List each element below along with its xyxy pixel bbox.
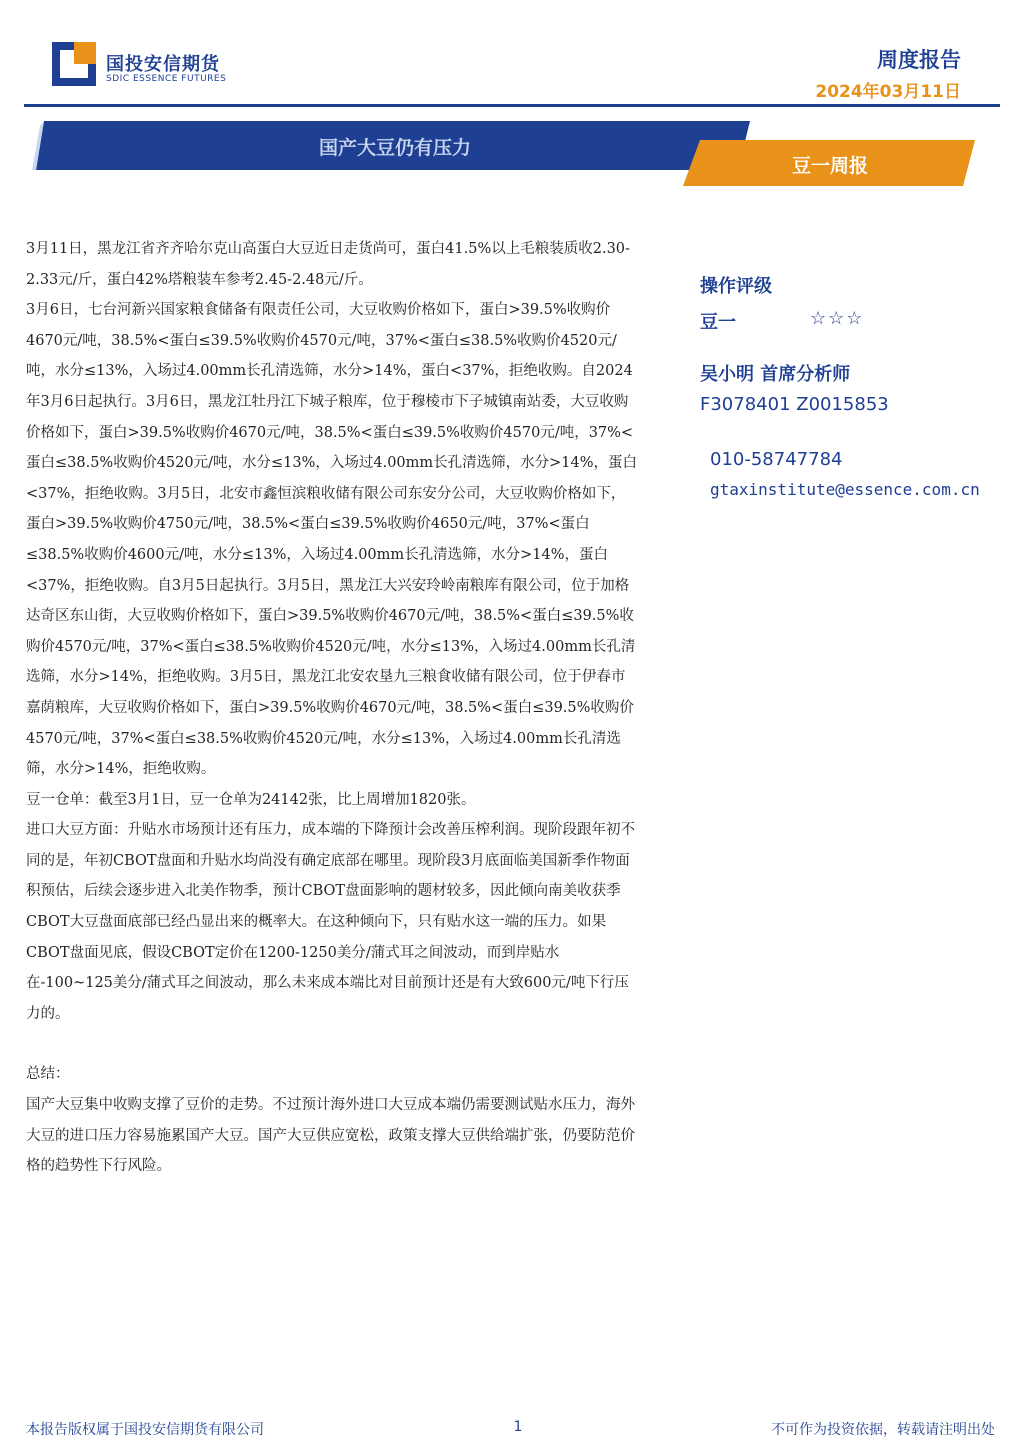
- summary-heading: 总结：: [26, 1066, 70, 1083]
- paragraph-summary: 国产大豆集中收购支撑了豆价的走势。不过预计海外进口大豆成本端仍需要测试贴水压力，海外大豆的进口压力容易施累国产大豆。国产大豆供应宽松，政策支撑大豆供给端扩张，仍要防范价格的趋势性下行风险。: [26, 1097, 635, 1175]
- company-logo: [52, 40, 242, 90]
- rating-item: 豆一: [700, 312, 736, 333]
- rating-stars-icon: ☆☆☆: [810, 308, 865, 329]
- paragraph-warehouse-receipts: 豆一仓单：截至3月1日，豆一仓单为24142张，比上周增加1820张。: [26, 791, 476, 808]
- logo-text-cn: 国投安信期货: [106, 54, 220, 75]
- report-title: 国产大豆仍有压力: [318, 137, 471, 159]
- rating-row: [700, 308, 1020, 334]
- report-type: 周度报告: [877, 48, 961, 72]
- report-category-tag: 豆一周报: [791, 155, 868, 177]
- report-body: [26, 234, 638, 1182]
- rating-title: 操作评级: [700, 276, 772, 297]
- analyst-license-ids: F3078401 Z0015853: [700, 394, 889, 415]
- paragraph-purchase-prices: 3月6日，七台河新兴国家粮食储备有限责任公司，大豆收购价格如下，蛋白>39.5%收购价4670元/吨，38.5%<蛋白≤39.5%收购价4570元/吨，37%<蛋白≤38.5%收购价4520元/吨，水分≤13%，入场过4.00mm长孔清选筛，水分>14%，蛋白<37%，拒绝收购。自2024年3月6日起执行。3月6日，黑龙江牡丹江下城子粮库，位于穆棱市下子城镇南站委，大豆收购价格如下，蛋白>39.5%收购价4670元/吨，38.5%<蛋白≤39.5%收购价4570元/吨，37%<蛋白≤38.5%收购价4520元/吨，水分≤13%，入场过4.00mm长孔清选筛，水分>14%，蛋白<37%，拒绝收购。3月5日，北安市鑫恒滨粮收储有限公司东安分公司，大豆收购价格如下，蛋白>39.5%收购价4750元/吨，38.5%<蛋白≤39.5%收购价4650元/吨，37%<蛋白≤38.5%收购价4600元/吨，水分≤13%，入场过4.00mm长孔清选筛，水分>14%，蛋白<37%，拒绝收购。自3月5日起执行。3月5日，黑龙江大兴安玲岭南粮库有限公司，位于加格达奇区东山街，大豆收购价格如下，蛋白>39.5%收购价4670元/吨，38.5%<蛋白≤39.5%收购价4570元/吨，37%<蛋白≤38.5%收购价4520元/吨，水分≤13%，入场过4.00mm长孔清选筛，水分>14%，拒绝收购。3月5日，黑龙江北安农垦九三粮食收储有限公司，位于伊春市嘉荫粮库，大豆收购价格如下，蛋白>39.5%收购价4670元/吨，38.5%<蛋白≤39.5%收购价4570元/吨，37%<蛋白≤38.5%收购价4520元/吨，水分≤13%，入场过4.00mm长孔清选筛，水分>14%，拒绝收购。: [26, 302, 638, 778]
- footer-disclaimer: 不可作为投资依据，转载请注明出处: [771, 1422, 995, 1438]
- logo-text-en: SDIC ESSENCE FUTURES: [106, 74, 227, 84]
- header-divider: [24, 104, 1000, 107]
- paragraph-imported-soybeans: 进口大豆方面：升贴水市场预计还有压力，成本端的下降预计会改善压榨利润。现阶段跟年初不同的是，年初CBOT盘面和升贴水均尚没有确定底部在哪里。现阶段3月底面临美国新季作物面积预估，后续会逐步进入北美作物季，预计CBOT盘面影响的题材较多，因此倾向南美收获季CBOT大豆盘面底部已经凸显出来的概率大。在这种倾向下，只有贴水这一端的压力。如果CBOT盘面见底，假设CBOT定价在1200-1250美分/蒲式耳之间波动，而到岸贴水在-100~125美分/蒲式耳之间波动，那么未来成本端比对目前预计还是有大致600元/吨下行压力的。: [26, 822, 635, 1022]
- analyst-phone: 010-58747784: [710, 449, 843, 470]
- paragraph-spacer: [26, 1029, 638, 1059]
- page-number: 1: [513, 1419, 523, 1435]
- footer-copyright: 本报告版权属于国投安信期货有限公司: [26, 1422, 264, 1438]
- analyst-email-link[interactable]: gtaxinstitute@essence.com.cn: [710, 480, 980, 499]
- sidebar: [700, 272, 1020, 499]
- paragraph-market-quote: 3月11日，黑龙江省齐齐哈尔克山高蛋白大豆近日走货尚可，蛋白41.5%以上毛粮装质收2.30-2.33元/斤，蛋白42%塔粮装车参考2.45-2.48元/斤。: [26, 241, 630, 288]
- analyst-name: 吴小明 首席分析师: [700, 364, 851, 385]
- report-date: 2024年03月11日: [815, 82, 961, 102]
- logo-mark-icon: [52, 42, 96, 86]
